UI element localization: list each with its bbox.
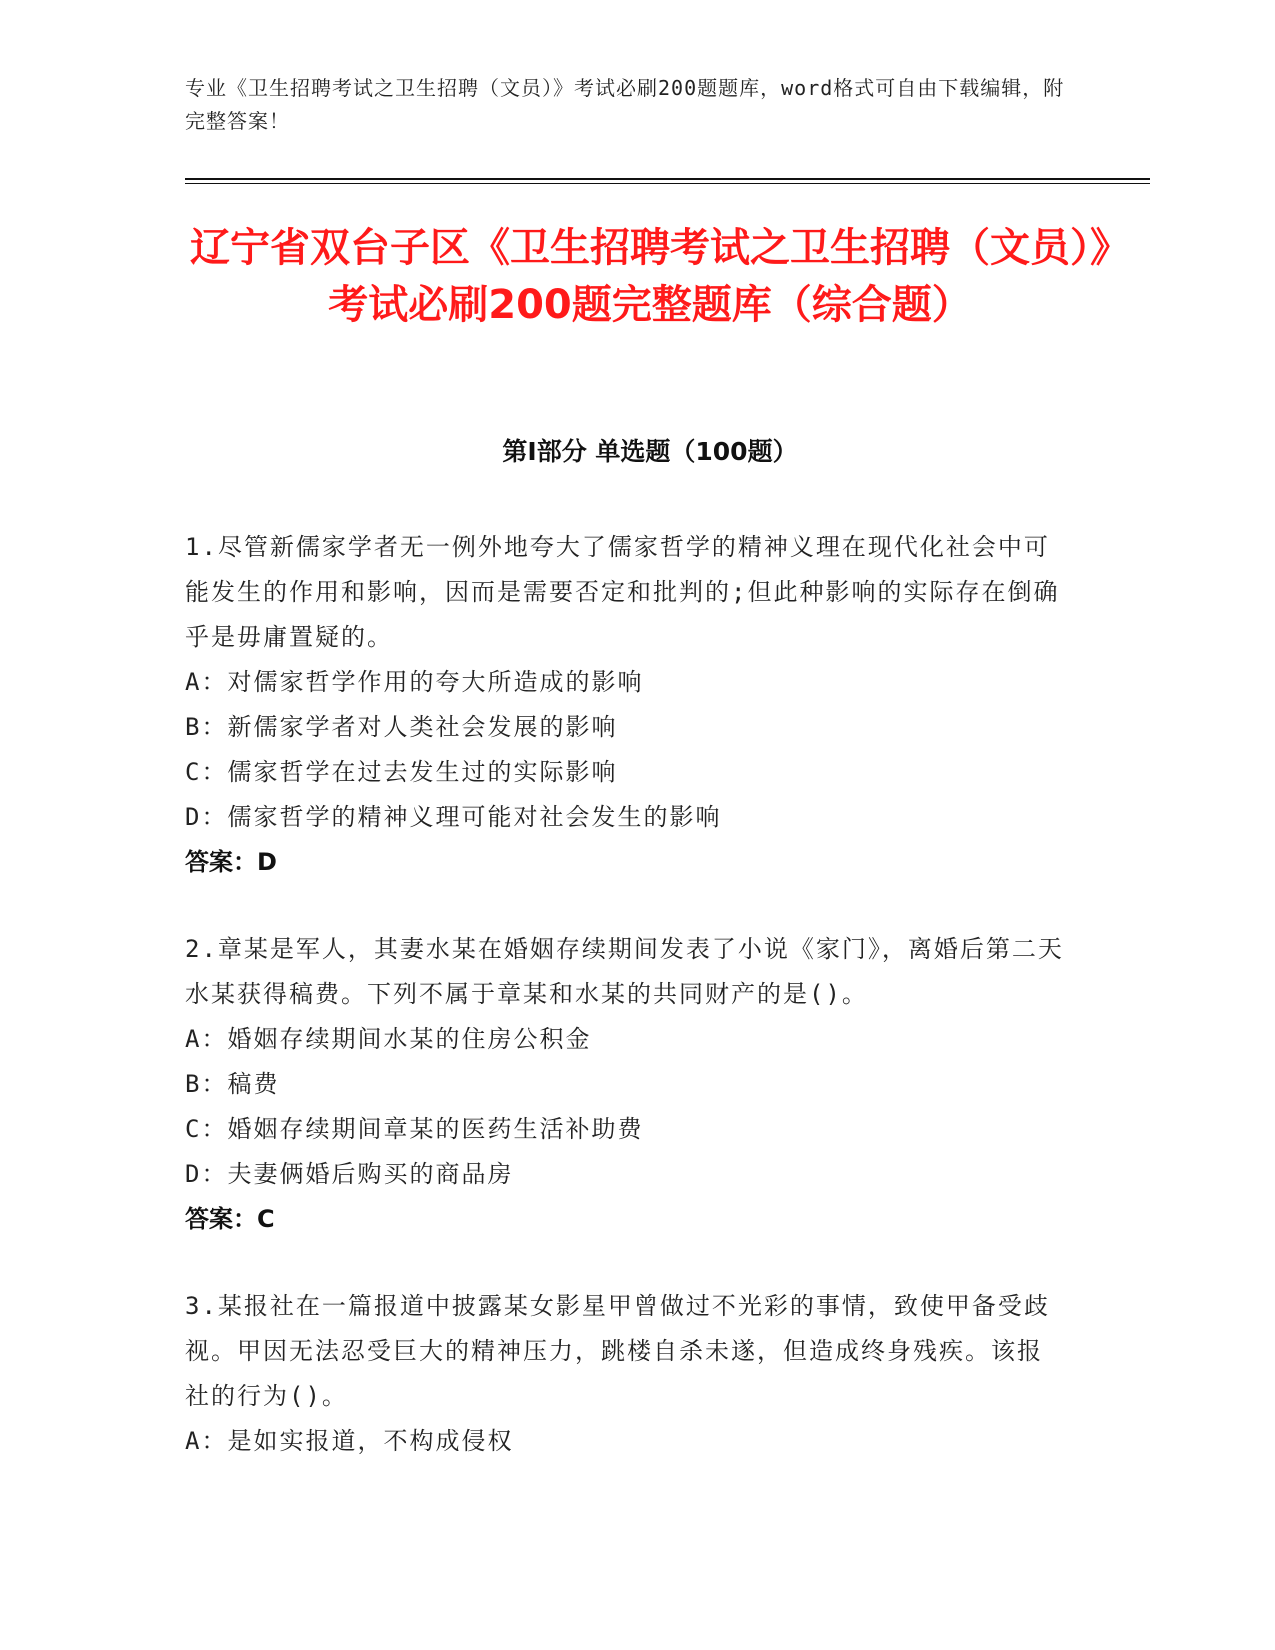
option-a: A：是如实报道，不构成侵权 — [185, 1427, 514, 1455]
question-3 — [185, 1284, 1065, 1464]
option-b: B：稿费 — [185, 1070, 280, 1098]
option-a: A：婚姻存续期间水某的住房公积金 — [185, 1025, 592, 1053]
question-stem: 2.章某是军人，其妻水某在婚姻存续期间发表了小说《家门》，离婚后第二天水某获得稿费。下列不属于章某和水某的共同财产的是()。 — [185, 935, 1064, 1008]
header-divider-thick — [185, 178, 1150, 180]
option-a: A：对儒家哲学作用的夸大所造成的影响 — [185, 668, 644, 696]
question-stem: 3.某报社在一篇报道中披露某女影星甲曾做过不光彩的事情，致使甲备受歧视。甲因无法忍受巨大的精神压力，跳楼自杀未遂，但造成终身残疾。该报社的行为()。 — [185, 1292, 1050, 1410]
header-divider-thin — [185, 183, 1150, 184]
option-d: D：夫妻俩婚后购买的商品房 — [185, 1160, 514, 1188]
question-1 — [185, 525, 1065, 885]
question-2 — [185, 927, 1065, 1242]
option-c: C：儒家哲学在过去发生过的实际影响 — [185, 758, 618, 786]
question-stem: 1.尽管新儒家学者无一例外地夸大了儒家哲学的精神义理在现代化社会中可能发生的作用和影响，因而是需要否定和批判的;但此种影响的实际存在倒确乎是毋庸置疑的。 — [185, 533, 1060, 651]
question-list — [185, 525, 1065, 1506]
section-title: 第Ⅰ部分 单选题（100题） — [502, 437, 798, 466]
answer-label: 答案：D — [185, 848, 277, 876]
answer-label: 答案：C — [185, 1205, 275, 1233]
option-d: D：儒家哲学的精神义理可能对社会发生的影响 — [185, 803, 722, 831]
option-c: C：婚姻存续期间章某的医药生活补助费 — [185, 1115, 644, 1143]
document-title: 辽宁省双台子区《卫生招聘考试之卫生招聘（文员）》考试必刷200题完整题库（综合题） — [190, 225, 1110, 328]
option-b: B：新儒家学者对人类社会发展的影响 — [185, 713, 618, 741]
header-note: 专业《卫生招聘考试之卫生招聘（文员）》考试必刷200题题库，word格式可自由下载编辑，附完整答案！ — [185, 76, 1065, 133]
